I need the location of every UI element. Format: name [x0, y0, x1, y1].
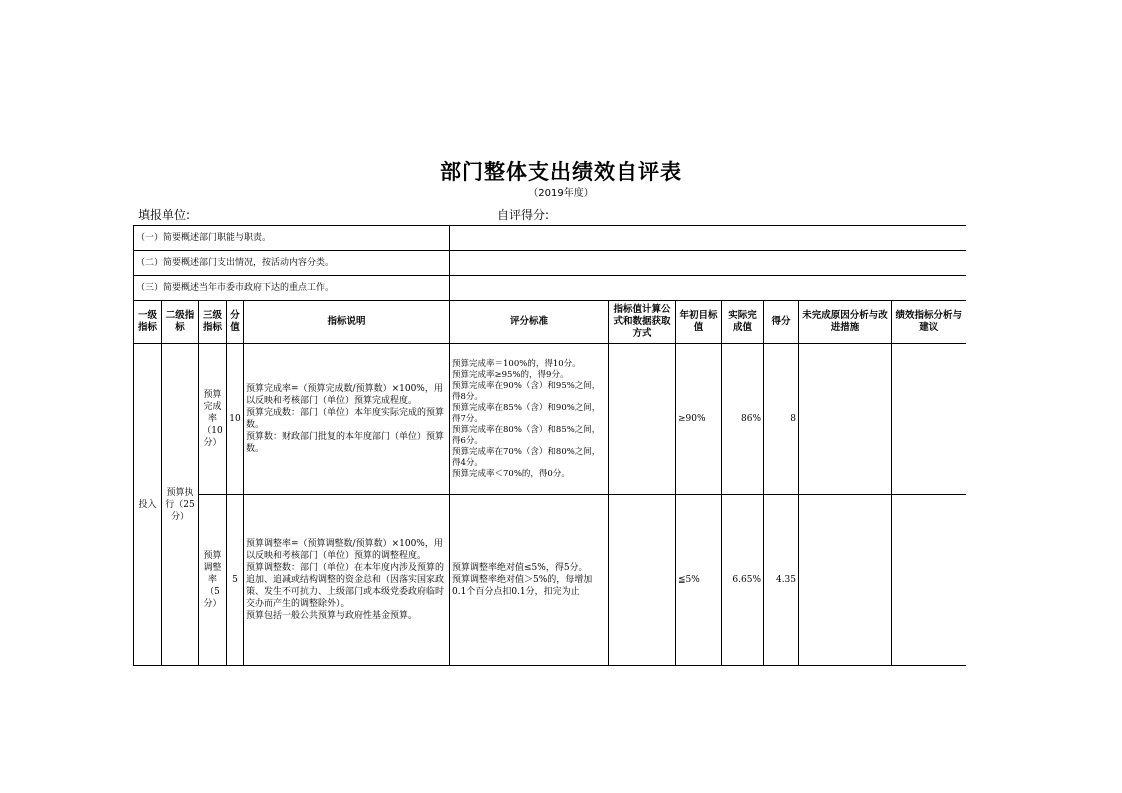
summary-row — [134, 226, 966, 251]
target-cell: ≥90% — [676, 344, 722, 495]
formula-cell[interactable] — [609, 344, 676, 495]
summary-label: （一）简要概述部门职能与职责。 — [134, 226, 450, 251]
table-row — [134, 344, 966, 495]
desc-cell — [244, 344, 450, 495]
header-level3: 三级指标 — [199, 301, 227, 344]
reason-cell[interactable] — [799, 495, 892, 666]
header-formula: 指标值计算公式和数据获取方式 — [609, 301, 676, 344]
header-criteria: 评分标准 — [450, 301, 609, 344]
desc-line: 预算完成数：部门（单位）本年度实际完成的预算数。 — [246, 408, 445, 430]
desc-line: 预算调整率=（预算调整数/预算数）×100%，用以反映和考核部门（单位）预算的调整程度。 — [246, 539, 443, 561]
score-cell: 8 — [764, 344, 799, 495]
table-header-row — [134, 301, 966, 344]
weight-cell: 10 — [227, 344, 244, 495]
level2-cell: 预算执行（25分） — [162, 344, 199, 666]
desc-line: 预算调整数：部门（单位）在本年度内涉及预算的追加、追减或结构调整的资金总和（因落实国家政策、发生不可抗力、上级部门或本级党委政府临时交办而产生的调整除外）。 — [246, 563, 445, 609]
year-subtitle: （2019年度） — [528, 188, 594, 199]
actual-cell: 86% — [722, 344, 764, 495]
evaluation-table — [133, 225, 966, 666]
table-row — [134, 495, 966, 666]
level1-cell: 投入 — [134, 344, 162, 666]
weight-cell: 5 — [227, 495, 244, 666]
criteria-line: 预算完成率在90%（含）和95%之间，得8分。 — [452, 380, 601, 402]
header-reason: 未完成原因分析与改进措施 — [799, 301, 892, 344]
header-target: 年初目标值 — [676, 301, 722, 344]
page-title: 部门整体支出绩效自评表 — [440, 160, 682, 184]
header-suggest: 绩效指标分析与建议 — [892, 301, 966, 344]
criteria-line: 预算完成率在85%（含）和90%之间，得7分。 — [452, 402, 601, 424]
level3-cell: 预算调整率（5分） — [199, 495, 227, 666]
header-actual: 实际完成值 — [722, 301, 764, 344]
criteria-line: 预算完成率在70%（含）和80%之间，得4分。 — [452, 446, 601, 468]
suggest-cell[interactable] — [892, 495, 966, 666]
header-level1: 一级指标 — [134, 301, 162, 344]
desc-cell — [244, 495, 450, 666]
summary-row — [134, 251, 966, 276]
criteria-line: 预算完成率在80%（含）和85%之间，得6分。 — [452, 424, 601, 446]
reason-cell[interactable] — [799, 344, 892, 495]
criteria-cell — [450, 344, 609, 495]
header-weight: 分值 — [227, 301, 244, 344]
desc-line: 预算数：财政部门批复的本年度部门（单位）预算数。 — [246, 432, 445, 454]
criteria-line: 预算调整率绝对值≤5%，得5分。 — [452, 563, 588, 573]
level3-cell: 预算完成率（10分） — [199, 344, 227, 495]
summary-value[interactable] — [450, 226, 966, 251]
criteria-line: 预算调整率绝对值＞5%的，每增加0.1个百分点扣0.1分，扣完为止 — [452, 575, 593, 597]
desc-line: 预算完成率=（预算完成数/预算数）×100%，用以反映和考核部门（单位）预算完成程度。 — [246, 384, 443, 406]
summary-label: （三）简要概述当年市委市政府下达的重点工作。 — [134, 276, 450, 301]
criteria-line: 预算完成率＜70%的，得0分。 — [452, 468, 570, 479]
summary-value[interactable] — [450, 251, 966, 276]
criteria-line: 预算完成率＝100%的，得10分。 — [452, 358, 581, 369]
reporting-unit-label: 填报单位: — [138, 208, 191, 222]
score-cell: 4.35 — [764, 495, 799, 666]
criteria-line: 预算完成率≥95%的，得9分。 — [452, 369, 569, 380]
suggest-cell[interactable] — [892, 344, 966, 495]
actual-cell: 6.65% — [722, 495, 764, 666]
desc-line: 预算包括一般公共预算与政府性基金预算。 — [246, 611, 418, 621]
target-cell: ≦5% — [676, 495, 722, 666]
header-score: 得分 — [764, 301, 799, 344]
summary-value[interactable] — [450, 276, 966, 301]
formula-cell[interactable] — [609, 495, 676, 666]
header-level2: 二级指标 — [162, 301, 199, 344]
summary-label: （二）简要概述部门支出情况，按活动内容分类。 — [134, 251, 450, 276]
self-score-label: 自评得分: — [497, 208, 550, 222]
header-desc: 指标说明 — [244, 301, 450, 344]
criteria-cell — [450, 495, 609, 666]
summary-row — [134, 276, 966, 301]
